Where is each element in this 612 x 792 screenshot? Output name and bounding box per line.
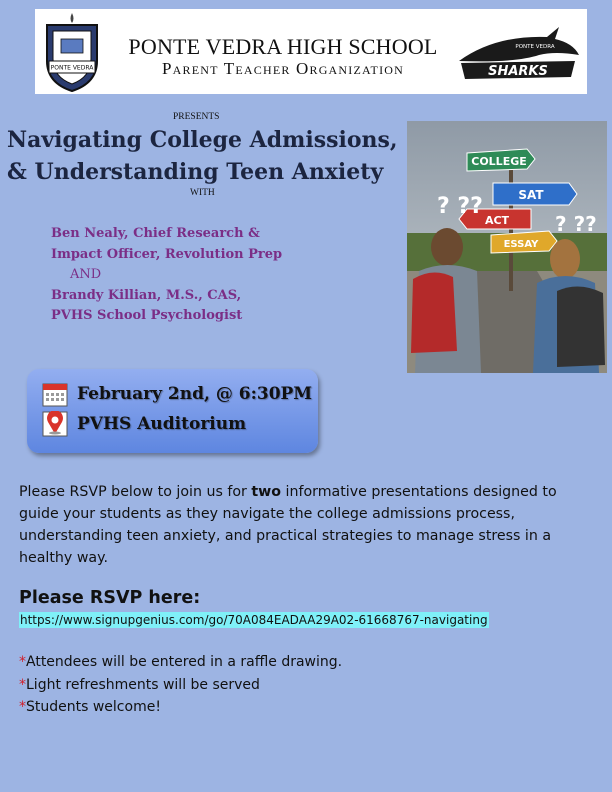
- description-text-end: informative presentations designed to guide your students as they navigate the college admissions process, understanding teen anxiety, and practical strategies to manage stress in a healthy way.: [19, 484, 557, 566]
- event-date-time: February 2nd, @ 6:30PM: [77, 384, 313, 404]
- with-label: WITH: [190, 188, 215, 198]
- svg-text:PONTE VEDRA: PONTE VEDRA: [515, 44, 555, 50]
- svg-text:PONTE VEDRA: PONTE VEDRA: [50, 64, 94, 72]
- asterisk-icon: *: [19, 699, 26, 715]
- event-location: PVHS Auditorium: [77, 414, 247, 434]
- speaker-2-line-1: Brandy Killian, M.S., CAS,: [51, 287, 242, 303]
- svg-text:ESSAY: ESSAY: [503, 239, 539, 250]
- sharks-logo: [455, 25, 583, 87]
- asterisk-icon: *: [19, 654, 26, 670]
- location-row: [42, 411, 246, 437]
- speaker-1-line-2: Impact Officer, Revolution Prep: [51, 246, 283, 262]
- school-name: PONTE VEDRA HIGH SCHOOL: [128, 34, 438, 59]
- svg-text:? ??: ? ??: [437, 194, 483, 219]
- header-banner: [35, 9, 587, 94]
- note-item: [19, 696, 579, 719]
- note-text: Attendees will be entered in a raffle drawing.: [26, 654, 343, 670]
- event-title-line-1: Navigating College Admissions,: [7, 127, 398, 153]
- svg-text:ACT: ACT: [484, 214, 510, 227]
- note-item: [19, 674, 579, 697]
- organization-name: Parent Teacher Organization: [161, 59, 405, 78]
- event-title-line-2: & Understanding Teen Anxiety: [7, 159, 384, 185]
- rsvp-heading: Please RSVP here:: [19, 588, 201, 608]
- speakers-list: [51, 224, 311, 327]
- svg-text:SAT: SAT: [518, 188, 544, 202]
- location-pin-icon: [42, 411, 68, 437]
- description-text-start: Please RSVP below to join us for: [19, 484, 252, 500]
- notes-list: [19, 651, 579, 719]
- note-text: Light refreshments will be served: [26, 676, 260, 693]
- school-crest-logo: [39, 11, 105, 93]
- students-crossroads-photo: [407, 121, 607, 373]
- description-bold-word: two: [251, 484, 282, 500]
- note-item: [19, 651, 579, 674]
- event-details-box: [27, 369, 318, 453]
- event-description: [19, 481, 594, 569]
- date-row: [42, 381, 312, 407]
- and-label: AND: [70, 267, 102, 282]
- asterisk-icon: *: [19, 676, 26, 693]
- rsvp-link[interactable]: https://www.signupgenius.com/go/70A084EADAA29A02-61668767-navigating: [20, 613, 488, 627]
- speaker-1-line-1: Ben Nealy, Chief Research &: [51, 226, 260, 241]
- svg-text:? ??: ? ??: [555, 212, 597, 236]
- speaker-2-line-2: PVHS School Psychologist: [51, 308, 243, 323]
- svg-text:COLLEGE: COLLEGE: [471, 155, 527, 168]
- calendar-icon: [42, 381, 68, 407]
- presents-label: PRESENTS: [173, 112, 220, 122]
- note-text: Students welcome!: [26, 699, 161, 715]
- svg-text:SHARKS: SHARKS: [488, 64, 548, 79]
- event-title: [7, 124, 397, 188]
